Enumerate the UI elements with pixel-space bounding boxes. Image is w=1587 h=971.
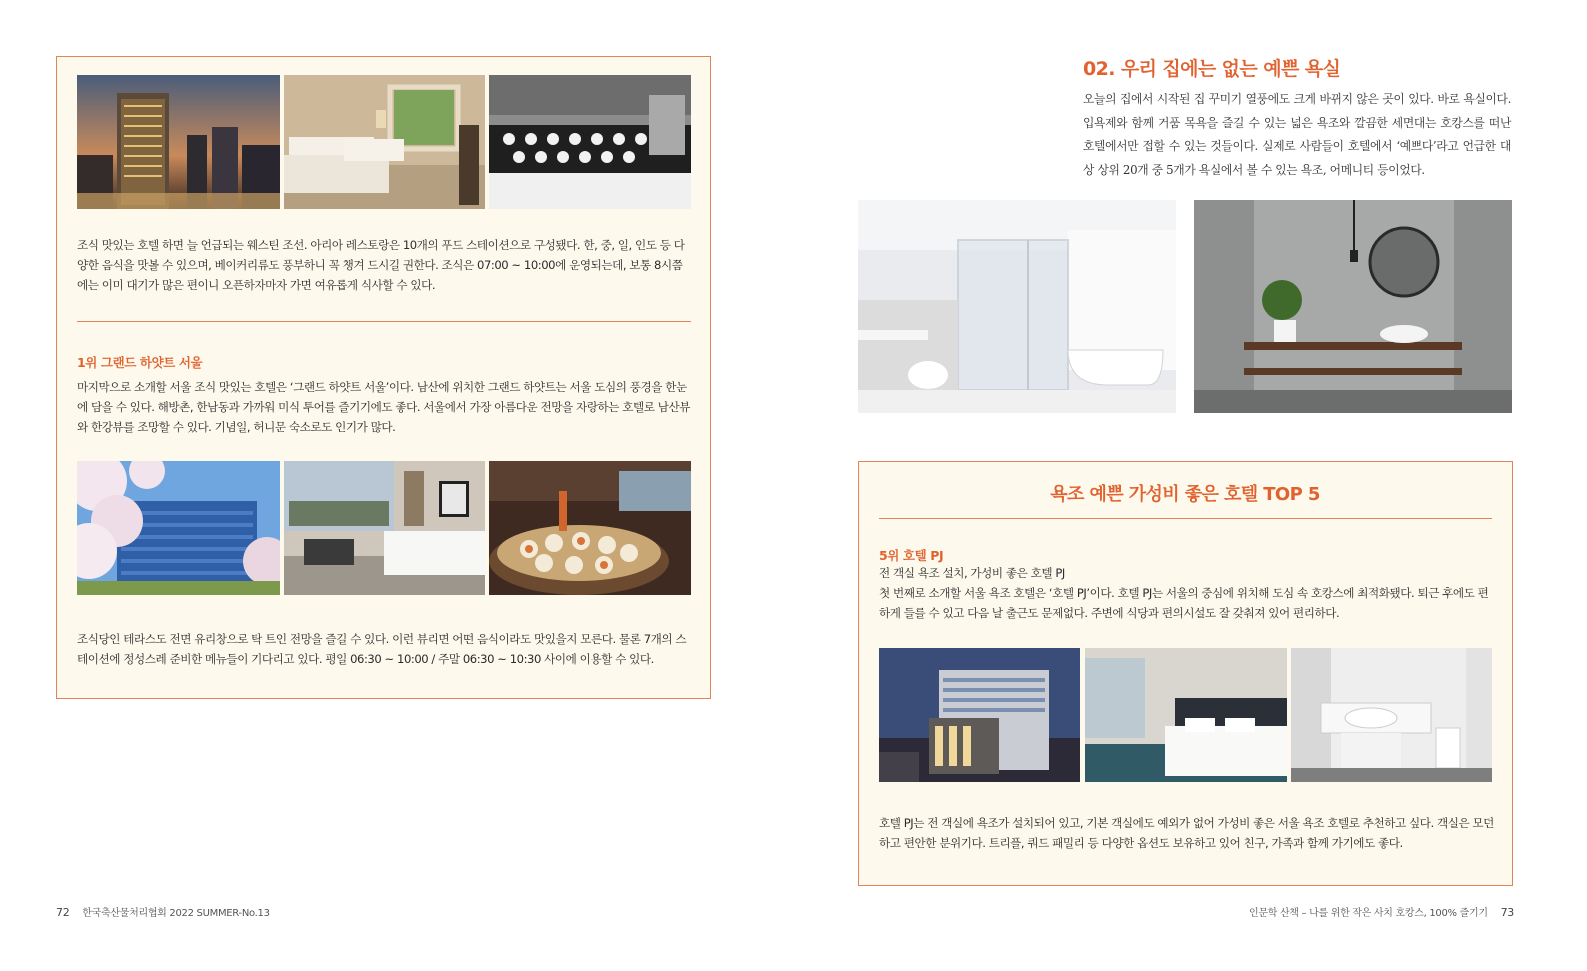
gray-bathroom-photo bbox=[1194, 200, 1512, 413]
right-footer bbox=[1249, 904, 1514, 919]
rank1-heading: 1위 그랜드 하얏트 서울 bbox=[77, 355, 203, 370]
white-bathroom-photo bbox=[858, 200, 1176, 413]
left-page-number: 72 bbox=[56, 906, 70, 919]
terrace-paragraph: 조식당인 테라스도 전면 유리창으로 탁 트인 전망을 즐길 수 있다. 이런 뷰리면 어떤 음식이라도 맛있을지 모른다. 물론 7개의 스테이션에 정성스레 준비한 메뉴들이 기다리고 있다. 평일 06:30 ~ 10:00 / 주말 06:30 ~ 10:30 사이에 이용할 수 있다. bbox=[77, 632, 687, 666]
hyatt-room-photo bbox=[284, 461, 485, 595]
rank5-subtitle: 전 객실 욕조 설치, 가성비 좋은 호텔 PJ bbox=[879, 566, 1065, 580]
hyatt-paragraph: 마지막으로 소개할 서울 조식 맛있는 호텔은 ‘그랜드 하얏트 서울’이다. 남산에 위치한 그랜드 하얏트는 서울 도심의 풍경을 한눈에 담을 수 있다. 해방촌, 한남동과 가까워 미식 투어를 즐기기에도 좋다. 서울에서 가장 아름다운 전망을 자랑하는 호텔로 남산뷰와 한강뷰를 조망할 수 있다. 기념일, 허니문 숙소로도 인기가 많다. bbox=[77, 380, 690, 434]
section-divider bbox=[77, 321, 691, 322]
left-footer-text: 한국축산물처리협회 2022 SUMMER-No.13 bbox=[82, 908, 270, 919]
pj-exterior-photo bbox=[879, 648, 1080, 782]
pj-bathroom-photo bbox=[1291, 648, 1492, 782]
right-page-number: 73 bbox=[1500, 906, 1514, 919]
westin-exterior-photo bbox=[77, 75, 280, 209]
rank5-heading: 5위 호텔 PJ bbox=[879, 548, 944, 563]
bathtub-hotels-box bbox=[858, 461, 1513, 886]
westin-restaurant-photo bbox=[489, 75, 691, 209]
breakfast-hotels-box bbox=[56, 56, 711, 699]
section-title: 02. 우리 집에는 없는 예쁜 욕실 bbox=[1083, 58, 1341, 80]
left-page bbox=[0, 0, 793, 971]
pj-room-photo bbox=[1085, 648, 1287, 782]
left-footer bbox=[56, 904, 270, 919]
box-title-rule bbox=[879, 518, 1492, 519]
hyatt-buffet-photo bbox=[489, 461, 691, 595]
box-title: 욕조 예쁜 가성비 좋은 호텔 TOP 5 bbox=[1050, 484, 1320, 505]
bathroom-intro: 오늘의 집에서 시작된 집 꾸미기 열풍에도 크게 바뀌지 않은 곳이 있다. 바로 욕실이다. 입욕제와 함께 거품 목욕을 즐길 수 있는 넓은 욕조와 깔끔한 세면대는 호캉스를 떠난 호텔에서만 접할 수 있는 것들이다. 실제로 사람들이 호텔에서 ‘예쁘다’라고 언급한 대상 상위 20개 중 5개가 욕실에서 볼 수 있는 욕조, 어메니티 등이었다. bbox=[1083, 92, 1511, 177]
westin-room-photo bbox=[284, 75, 485, 209]
pj-paragraph-2: 호텔 PJ는 전 객실에 욕조가 설치되어 있고, 기본 객실에도 예외가 없어 가성비 좋은 서울 욕조 호텔로 추천하고 싶다. 객실은 모던하고 편안한 분위기다. 트리플, 쿼드 패밀리 등 다양한 옵션도 보유하고 있어 친구, 가족과 함께 가기에도 좋다. bbox=[879, 816, 1494, 850]
pj-paragraph-1: 첫 번째로 소개할 서울 욕조 호텔은 ‘호텔 PJ’이다. 호텔 PJ는 서울의 중심에 위치해 도심 속 호캉스에 최적화됐다. 퇴근 후에도 편하게 들를 수 있고 다음 날 출근도 문제없다. 주변에 식당과 편의시설도 잘 갖춰져 있어 편리하다. bbox=[879, 586, 1489, 620]
right-page bbox=[793, 0, 1587, 971]
hyatt-exterior-photo bbox=[77, 461, 280, 595]
westin-paragraph: 조식 맛있는 호텔 하면 늘 언급되는 웨스틴 조선. 아리아 레스토랑은 10개의 푸드 스테이션으로 구성됐다. 한, 중, 일, 인도 등 다양한 음식을 맛볼 수 있으며, 베이커리류도 풍부하니 꼭 챙겨 드시길 권한다. 조식은 07:00 ~ 10:00에 운영되는데, 보통 8시쯤에는 이미 대기가 많은 편이니 오픈하자마자 가면 여유롭게 식사할 수 있다. bbox=[77, 238, 685, 292]
right-footer-text: 인문학 산책 – 나를 위한 작은 사치 호캉스, 100% 즐기기 bbox=[1248, 908, 1488, 919]
